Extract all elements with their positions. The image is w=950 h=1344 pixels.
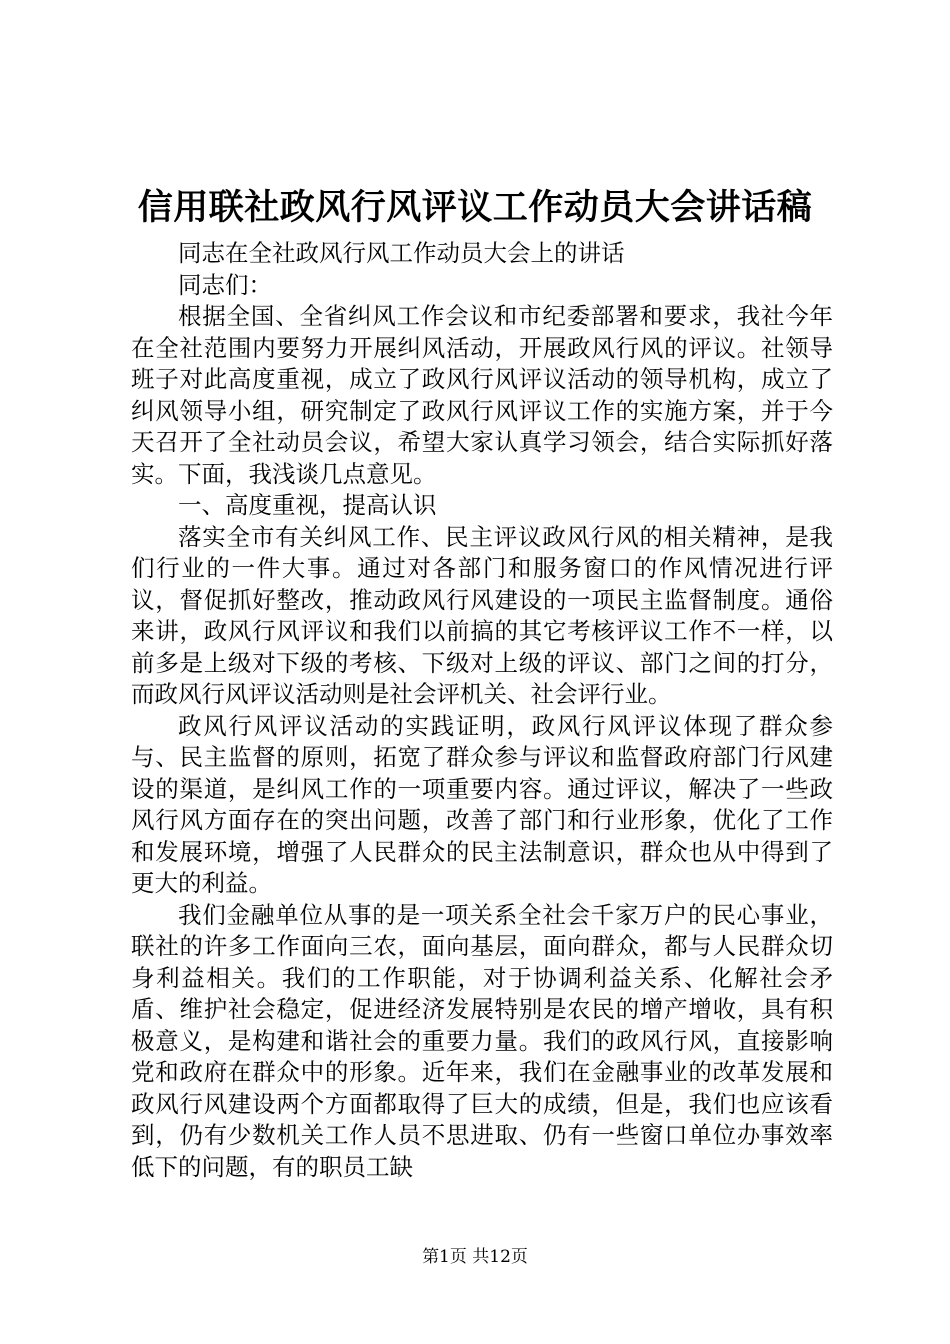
document-body (131, 238, 833, 1183)
page-footer: 第1页 共12页 (422, 1247, 528, 1267)
document-title: 信用联社政风行风评议工作动员大会讲话稿 (137, 187, 813, 228)
section-heading: 一、高度重视，提高认识 (178, 491, 437, 519)
body-paragraph: 我们金融单位从事的是一项关系全社会千家万户的民心事业，联社的许多工作面向三农，面向基层，面向群众，都与人民群众切身利益相关。我们的工作职能，对于协调利益关系、化解社会矛盾、维护社会稳定，促进经济发展特别是农民的增产增收，具有积极意义，是构建和谐社会的重要力量。我们的政风行风，直接影响党和政府在群众中的形象。近年来，我们在金融事业的改革发展和政风行风建设两个方面都取得了巨大的成绩，但是，我们也应该看到，仍有少数机关工作人员不思进取、仍有一些窗口单位办事效率低下的问题，有的职员工缺 (131, 900, 833, 1181)
body-paragraph: 落实全市有关纠风工作、民主评议政风行风的相关精神，是我们行业的一件大事。通过对各部门和服务窗口的作风情况进行评议，督促抓好整改，推动政风行风建设的一项民主监督制度。通俗来讲，政风行风评议和我们以前搞的其它考核评议工作不一样，以前多是上级对下级的考核、下级对上级的评议、部门之间的打分，而政风行风评议活动则是社会评机关、社会评行业。 (131, 522, 833, 708)
body-paragraph: 根据全国、全省纠风工作会议和市纪委部署和要求，我社今年在全社范围内要努力开展纠风活动，开展政风行风的评议。社领导班子对此高度重视，成立了政风行风评议活动的领导机构，成立了纠风领导小组，研究制定了政风行风评议工作的实施方案，并于今天召开了全社动员会议，希望大家认真学习领会，结合实际抓好落实。下面，我浅谈几点意见。 (131, 302, 833, 488)
subtitle-paragraph: 同志在全社政风行风工作动员大会上的讲话 (178, 239, 625, 267)
salutation-paragraph: 同志们： (178, 270, 272, 299)
body-paragraph: 政风行风评议活动的实践证明，政风行风评议体现了群众参与、民主监督的原则，拓宽了群众参与评议和监督政府部门行风建设的渠道，是纠风工作的一项重要内容。通过评议，解决了一些政风行风方面存在的突出问题，改善了部门和行业形象，优化了工作和发展环境，增强了人民群众的民主法制意识，群众也从中得到了更大的利益。 (131, 711, 833, 897)
